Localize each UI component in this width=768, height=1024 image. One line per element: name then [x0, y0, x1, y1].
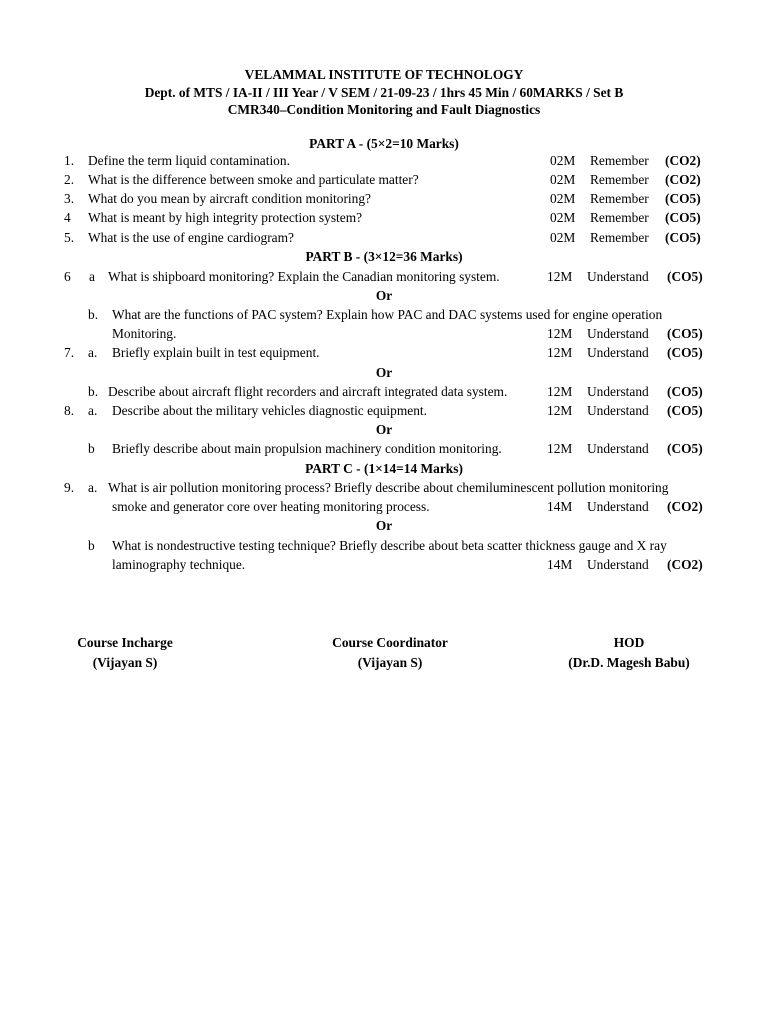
- question-sub-label: a.: [88, 345, 98, 360]
- question-co: (CO2): [665, 153, 701, 168]
- exam-details: Dept. of MTS / IA-II / III Year / V SEM / 21-09-23 / 1hrs 45 Min / 60MARKS / Set B: [144, 85, 624, 100]
- question-level: Understand: [587, 499, 649, 514]
- question-co: (CO5): [667, 269, 703, 284]
- signature-role: HOD: [613, 635, 645, 650]
- signature-name: (Vijayan S): [357, 655, 423, 670]
- question-co: (CO2): [667, 557, 703, 572]
- question-marks: 12M: [547, 384, 573, 399]
- part-c-heading: PART C - (1×14=14 Marks): [305, 461, 463, 476]
- question-level: Remember: [590, 172, 649, 187]
- question-text: Describe about the military vehicles diagnostic equipment.: [112, 403, 427, 418]
- question-text: What is the difference between smoke and particulate matter?: [88, 172, 419, 187]
- question-sub-label: a.: [88, 403, 98, 418]
- question-text: Briefly describe about main propulsion machinery condition monitoring.: [112, 441, 502, 456]
- question-sub-label: a: [89, 269, 95, 284]
- or-separator: Or: [375, 518, 393, 533]
- question-text: What is meant by high integrity protection system?: [88, 210, 363, 225]
- part-a-heading: PART A - (5×2=10 Marks): [309, 136, 459, 151]
- question-co: (CO5): [667, 384, 703, 399]
- question-marks: 12M: [547, 403, 573, 418]
- question-text: What is the use of engine cardiogram?: [88, 230, 294, 245]
- question-text-continued: smoke and generator core over heating monitoring process.: [112, 499, 430, 514]
- question-marks: 14M: [547, 557, 573, 572]
- question-marks: 12M: [547, 345, 573, 360]
- question-co: (CO5): [665, 230, 701, 245]
- question-level: Understand: [587, 557, 649, 572]
- question-number: 8.: [64, 403, 75, 418]
- or-separator: Or: [375, 365, 393, 380]
- question-text-continued: laminography technique.: [112, 557, 246, 572]
- question-text-continued: Monitoring.: [112, 326, 177, 341]
- course-title: CMR340–Condition Monitoring and Fault Diagnostics: [227, 102, 541, 117]
- question-number: 4: [64, 210, 71, 225]
- question-number: 3.: [64, 191, 75, 206]
- question-sub-label: b.: [88, 384, 99, 399]
- question-marks: 02M: [550, 210, 576, 225]
- question-sub-label: a.: [88, 480, 98, 495]
- question-co: (CO5): [667, 441, 703, 456]
- signature-block: [50, 633, 200, 673]
- question-level: Understand: [587, 345, 649, 360]
- question-number: 7.: [64, 345, 75, 360]
- question-level: Remember: [590, 153, 649, 168]
- question-number: 6: [64, 269, 71, 284]
- question-level: Understand: [587, 269, 649, 284]
- question-co: (CO5): [667, 403, 703, 418]
- signature-name: (Dr.D. Magesh Babu): [568, 655, 690, 670]
- question-level: Understand: [587, 326, 649, 341]
- question-sub-label: b: [88, 538, 95, 553]
- question-sub-label: b.: [88, 307, 99, 322]
- question-number: 1.: [64, 153, 75, 168]
- question-text: Define the term liquid contamination.: [88, 153, 290, 168]
- part-b-heading: PART B - (3×12=36 Marks): [305, 249, 463, 264]
- question-text: What is shipboard monitoring? Explain the Canadian monitoring system.: [108, 269, 500, 284]
- question-marks: 02M: [550, 191, 576, 206]
- question-number: 5.: [64, 230, 75, 245]
- signature-role: Course Incharge: [77, 635, 173, 650]
- question-marks: 12M: [547, 441, 573, 456]
- question-level: Understand: [587, 384, 649, 399]
- signature-role: Course Coordinator: [332, 635, 448, 650]
- question-co: (CO5): [665, 191, 701, 206]
- question-text: Describe about aircraft flight recorders and aircraft integrated data system.: [108, 384, 508, 399]
- signature-block: [300, 633, 480, 673]
- question-marks: 02M: [550, 172, 576, 187]
- signature-name: (Vijayan S): [92, 655, 158, 670]
- institute-name: VELAMMAL INSTITUTE OF TECHNOLOGY: [244, 67, 524, 82]
- question-text: What do you mean by aircraft condition monitoring?: [88, 191, 371, 206]
- question-co: (CO2): [665, 172, 701, 187]
- question-level: Understand: [587, 403, 649, 418]
- question-co: (CO5): [667, 326, 703, 341]
- question-marks: 12M: [547, 326, 573, 341]
- question-co: (CO5): [667, 345, 703, 360]
- or-separator: Or: [375, 288, 393, 303]
- question-number: 2.: [64, 172, 75, 187]
- question-level: Understand: [587, 441, 649, 456]
- question-sub-label: b: [88, 441, 95, 456]
- question-marks: 02M: [550, 153, 576, 168]
- question-text: What is nondestructive testing technique? Briefly describe about beta scatter thickness gauge and X ray: [112, 538, 667, 553]
- question-level: Remember: [590, 230, 649, 245]
- or-separator: Or: [375, 422, 393, 437]
- question-marks: 02M: [550, 230, 576, 245]
- signature-block: [540, 633, 718, 673]
- question-text: What is air pollution monitoring process? Briefly describe about chemiluminescent pollution monitoring: [108, 480, 669, 495]
- question-level: Remember: [590, 210, 649, 225]
- question-level: Remember: [590, 191, 649, 206]
- question-co: (CO5): [665, 210, 701, 225]
- question-text: What are the functions of PAC system? Explain how PAC and DAC systems used for engine operation: [112, 307, 663, 322]
- question-number: 9.: [64, 480, 75, 495]
- question-marks: 14M: [547, 499, 573, 514]
- question-co: (CO2): [667, 499, 703, 514]
- question-marks: 12M: [547, 269, 573, 284]
- question-text: Briefly explain built in test equipment.: [112, 345, 320, 360]
